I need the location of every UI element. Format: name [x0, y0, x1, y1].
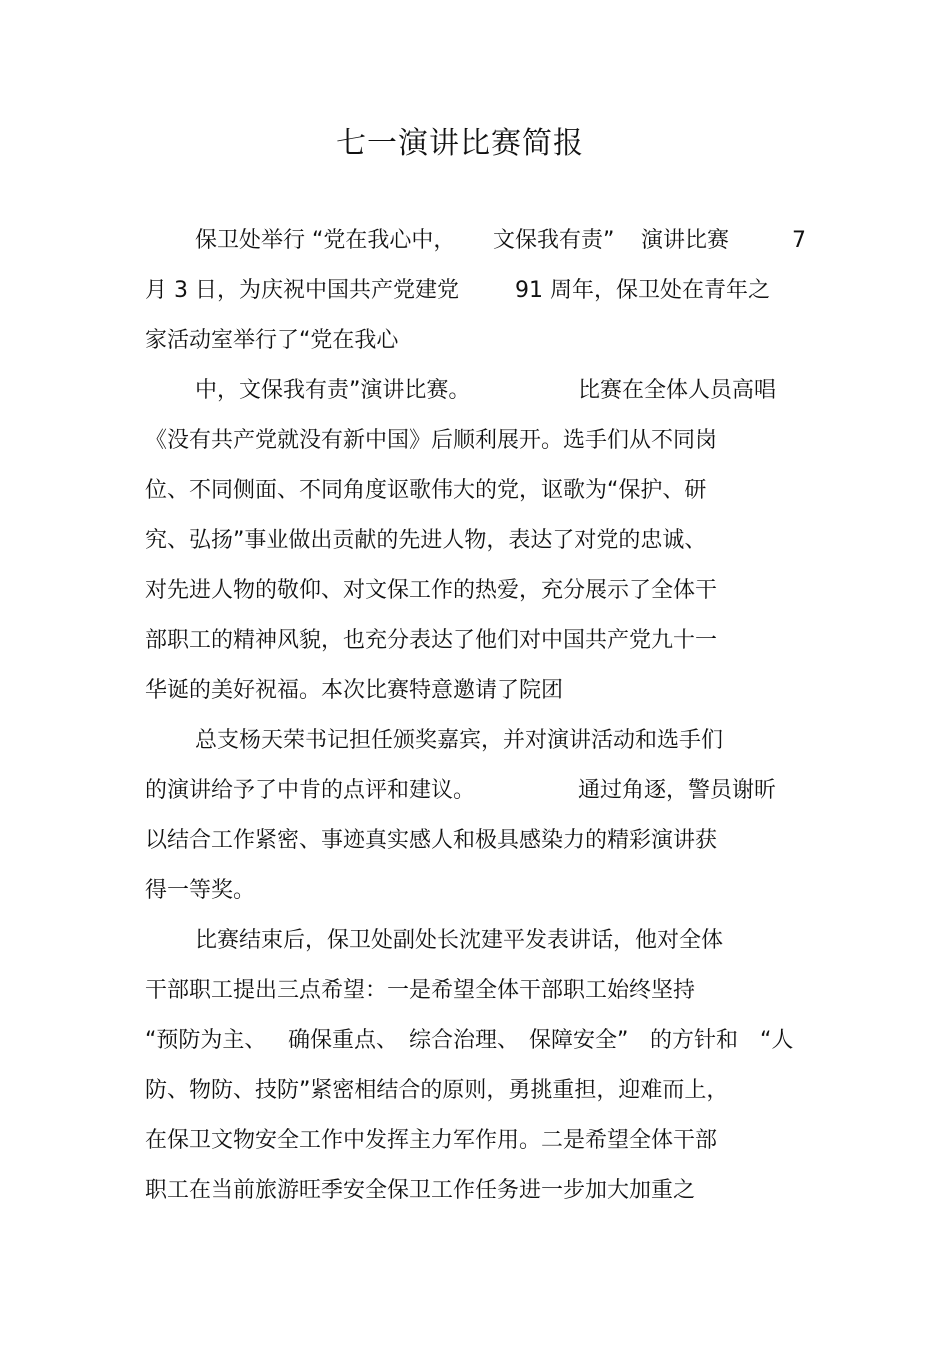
text-line: 保障安全”	[529, 1028, 629, 1053]
text-line: 7	[792, 228, 806, 253]
text-line: 月 3 日，为庆祝中国共产党建党	[145, 278, 459, 303]
text-line: 演讲比赛	[641, 228, 730, 253]
text-line: 位、不同侧面、不同角度讴歌伟大的党，讴歌为“保护、研	[145, 478, 707, 503]
text-line: 以结合工作紧密、事迹真实感人和极具感染力的精彩演讲获	[145, 828, 718, 853]
text-line: 究、弘扬”事业做出贡献的先进人物，表达了对党的忠诚、	[145, 528, 707, 553]
text-line: “预防为主、	[145, 1028, 267, 1053]
text-line: 《没有共产党就没有新中国》后顺利展开。选手们从不同岗	[145, 428, 718, 453]
text-line: 综合治理、	[409, 1028, 520, 1053]
text-line: 家活动室举行了“党在我心	[145, 328, 399, 353]
document-title: 七一演讲比赛简报	[336, 126, 584, 161]
text-line: 总支杨天荣书记担任颁奖嘉宾，并对演讲活动和选手们	[195, 728, 724, 753]
text-line: 得一等奖。	[145, 878, 256, 903]
text-line: 在保卫文物安全工作中发挥主力军作用。二是希望全体干部	[145, 1128, 718, 1153]
text-line: 对先进人物的敬仰、对文保工作的热爱，充分展示了全体干	[145, 578, 718, 603]
text-line: 中，文保我有责”演讲比赛。	[195, 378, 471, 403]
text-line: 部职工的精神风貌，也充分表达了他们对中国共产党九十一	[145, 628, 718, 653]
text-line: 的演讲给予了中肯的点评和建议。	[145, 778, 476, 803]
text-line: 确保重点、	[288, 1028, 399, 1053]
text-line: 通过角逐，警员谢昕	[578, 778, 777, 803]
text-line: “人	[760, 1028, 794, 1053]
text-line: 职工在当前旅游旺季安全保卫工作任务进一步加大加重之	[145, 1178, 696, 1203]
text-line: 干部职工提出三点希望：一是希望全体干部职工始终坚持	[145, 978, 696, 1003]
text-line: 文保我有责”	[493, 228, 615, 253]
text-line: 防、物防、技防”紧密相结合的原则，勇挑重担，迎难而上，	[145, 1078, 729, 1103]
text-line: 91 周年，保卫处在青年之	[515, 278, 770, 303]
text-line: 保卫处举行 “党在我心中，	[195, 228, 456, 253]
text-line: 华诞的美好祝福。本次比赛特意邀请了院团	[145, 678, 564, 703]
text-line: 比赛结束后，保卫处副处长沈建平发表讲话，他对全体	[195, 928, 724, 953]
text-line: 比赛在全体人员高唱	[578, 378, 777, 403]
text-line: 的方针和	[650, 1028, 739, 1053]
